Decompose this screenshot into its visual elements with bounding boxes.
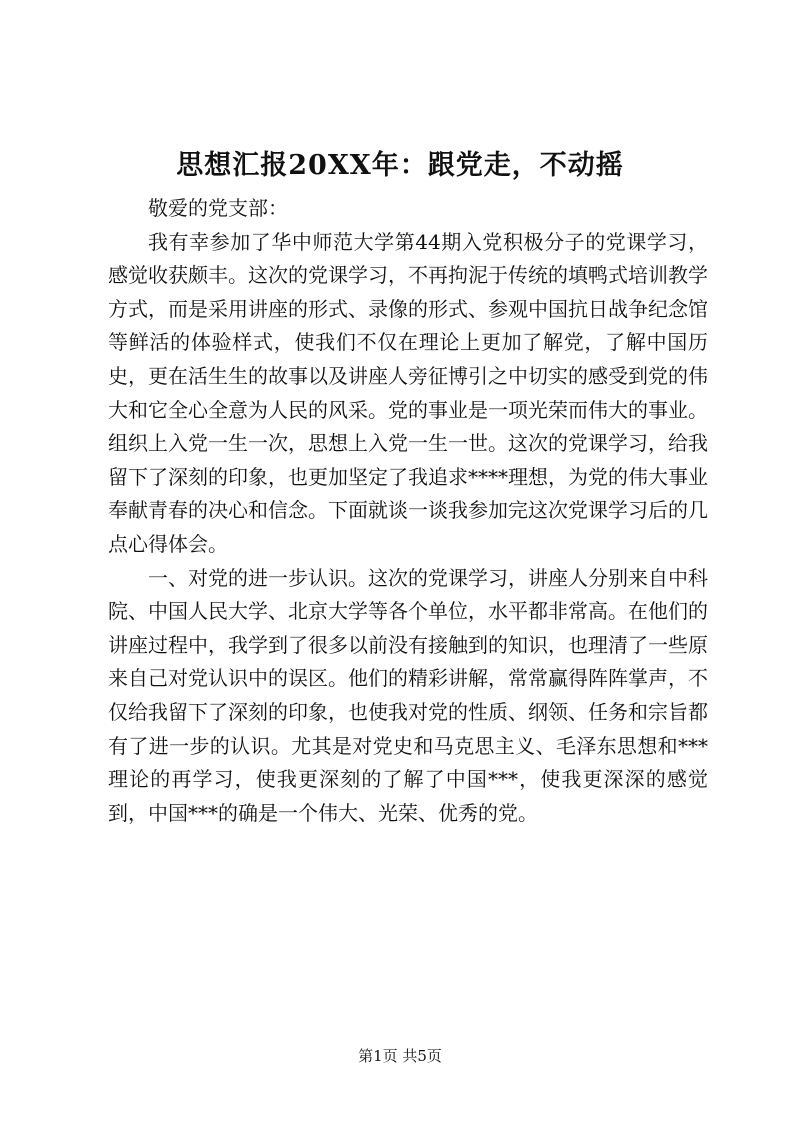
- document-title: 思想汇报20XX年：跟党走，不动摇: [176, 150, 624, 181]
- paragraph-1: 我有幸参加了华中师范大学第44期入党积极分子的党课学习，感觉收获颇丰。这次的党课学习，不再拘泥于传统的填鸭式培训教学方式，而是采用讲座的形式、录像的形式、参观中国抗日战争纪念馆等鲜活的体验样式，使我们不仅在理论上更加了解党，了解中国历史，更在活生生的故事以及讲座人旁征博引之中切实的感受到党的伟大和它全心全意为人民的风采。党的事业是一项光荣而伟大的事业。组织上入党一生一次，思想上入党一生一世。这次的党课学习，给我留下了深刻的印象，也更加坚定了我追求****理想，为党的伟大事业奉献青春的决心和信念。下面就谈一谈我参加完这次党课学习后的几点心得体会。: [108, 229, 708, 556]
- salutation: 敬爱的党支部：: [148, 196, 288, 220]
- page-footer: 第1页 共5页: [358, 1047, 442, 1065]
- document-body: [108, 192, 708, 830]
- paragraph-2: 一、对党的进一步认识。这次的党课学习，讲座人分别来自中科院、中国人民大学、北京大学等各个单位，水平都非常高。在他们的讲座过程中，我学到了很多以前没有接触到的知识，也理清了一些原来自己对党认识中的误区。他们的精彩讲解，常常赢得阵阵掌声，不仅给我留下了深刻的印象，也使我对党的性质、纲领、任务和宗旨都有了进一步的认识。尤其是对党史和马克思主义、毛泽东思想和***理论的再学习，使我更深刻的了解了中国***，使我更深深的感觉到，中国***的确是一个伟大、光荣、优秀的党。: [108, 565, 708, 825]
